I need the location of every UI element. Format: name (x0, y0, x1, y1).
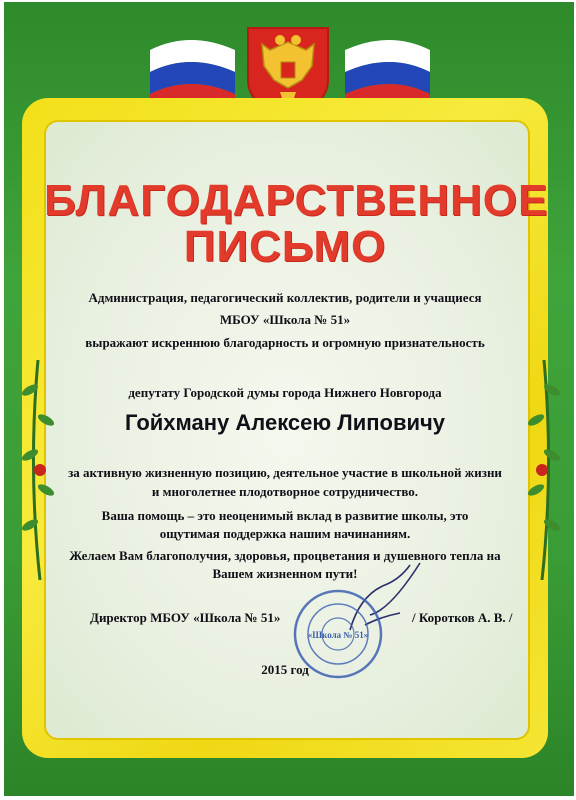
reason-line-1: за активную жизненную позицию, деятельное участие в школьной жизни (68, 465, 502, 480)
wish-line-1: Желаем Вам благополучия, здоровья, процветания и душевного тепла на (69, 548, 501, 563)
document-year: 2015 год (261, 662, 309, 677)
certificate-title-line-2: ПИСЬМО (183, 222, 387, 271)
intro-line-1: Администрация, педагогический коллектив, родители и учащиеся (88, 290, 482, 305)
certificate-title-line-1: БЛАГОДАРСТВЕННОЕ (44, 176, 549, 225)
reason-line-2: и многолетнее плодотворное сотрудничество. (151, 484, 419, 499)
signature-label: Директор МБОУ «Школа № 51» (90, 610, 281, 625)
recipient-name: Гойхману Алексею Липовичу (124, 410, 446, 435)
help-line-1: Ваша помощь – это неоценимый вклад в развитие школы, это (101, 508, 469, 523)
recipient-role: депутату Городской думы города Нижнего Новгорода (128, 385, 442, 400)
signature-name: / Коротков А. В. / (412, 610, 513, 625)
intro-line-2: МБОУ «Школа № 51» (219, 312, 351, 327)
stamp-center-text: «Школа № 51» (307, 630, 369, 640)
help-line-2: ощутимая поддержка нашим начинаниям. (159, 526, 411, 541)
wish-line-2: Вашем жизненном пути! (212, 566, 358, 581)
intro-line-3: выражают искреннюю благодарность и огромную признательность (85, 335, 485, 350)
